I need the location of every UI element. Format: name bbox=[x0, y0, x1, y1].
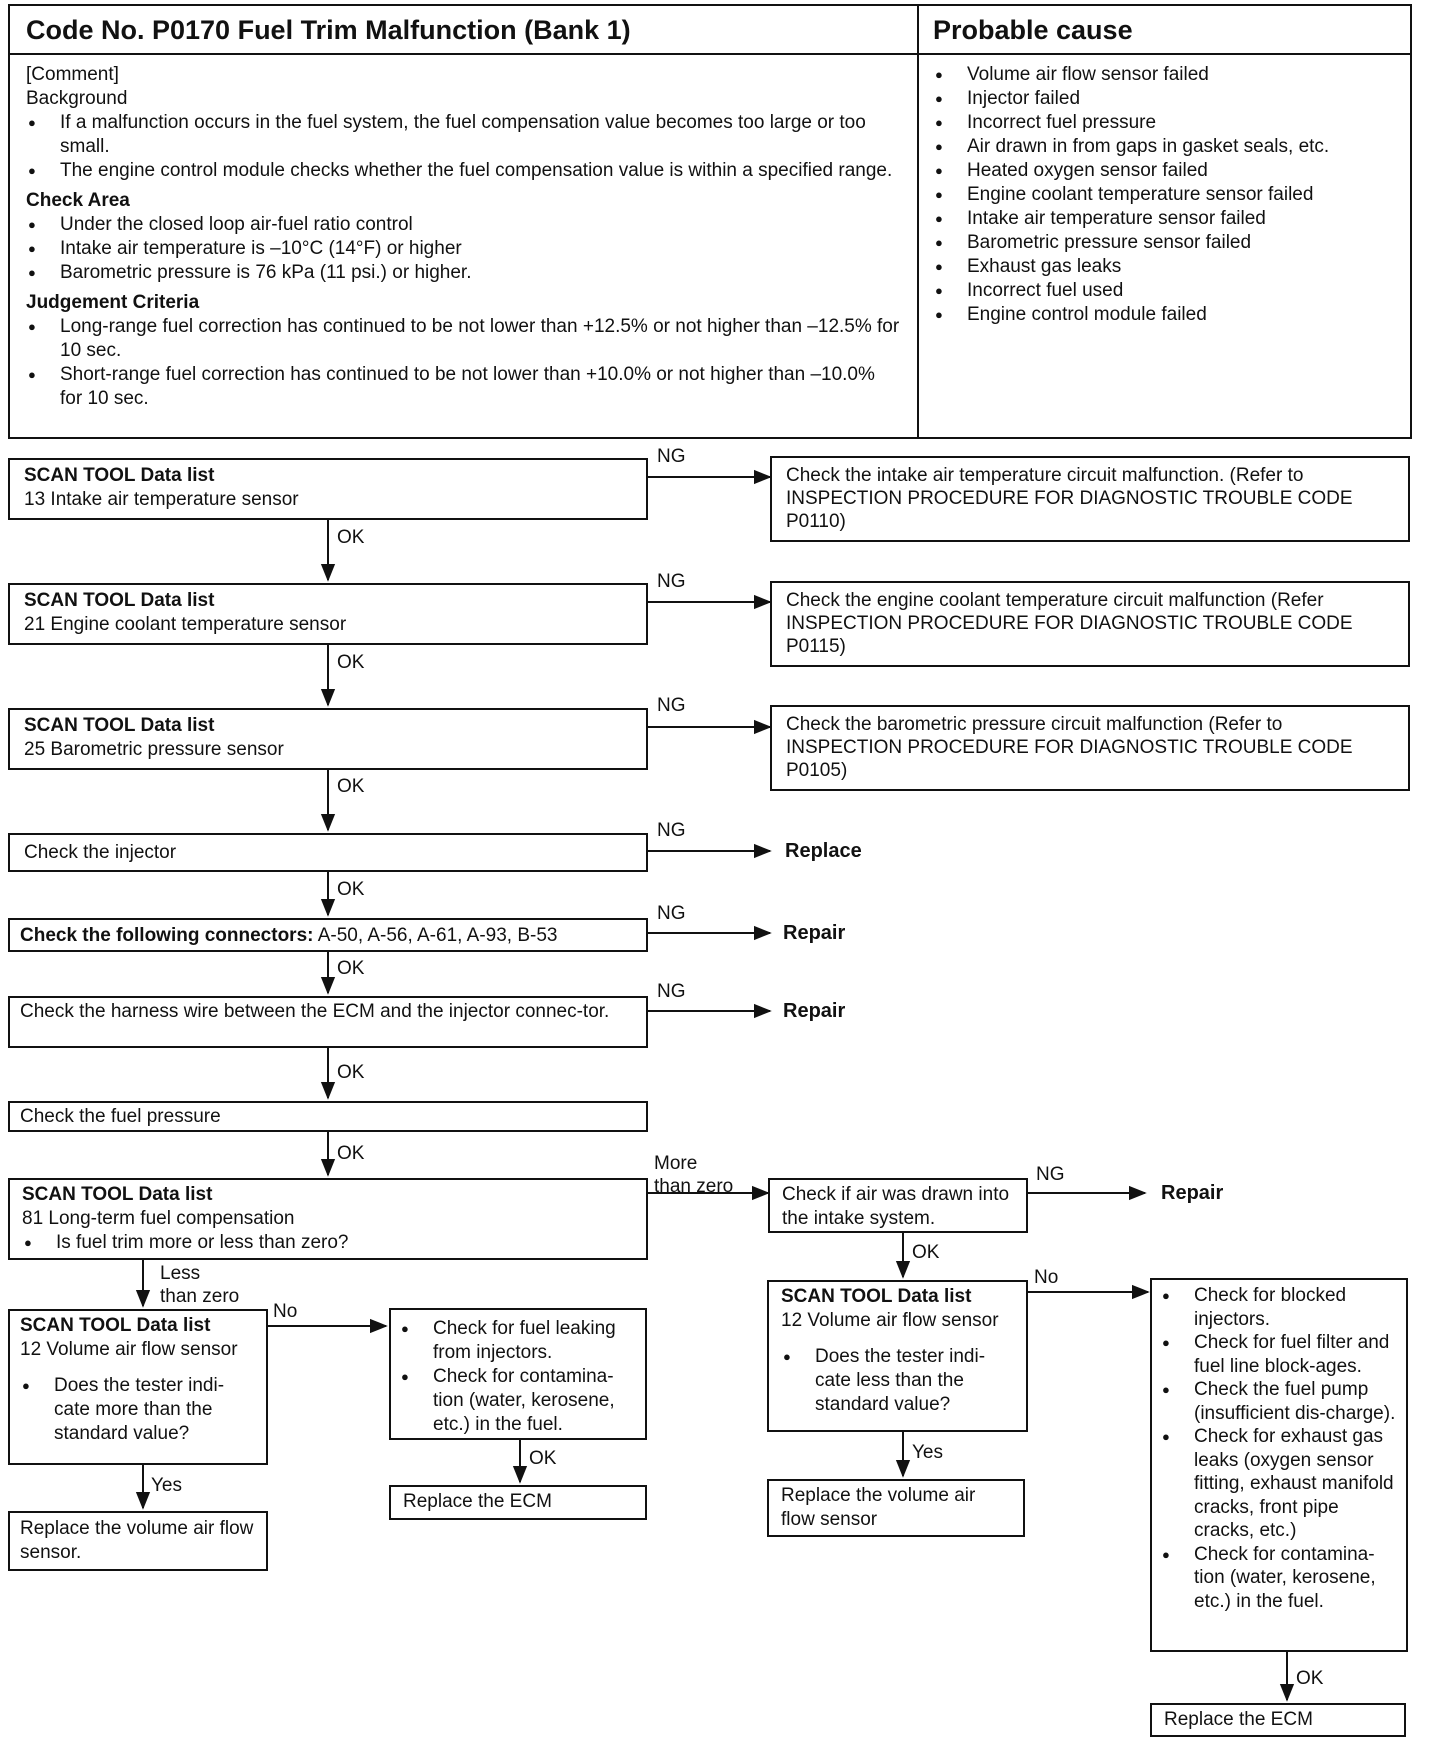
step-check-connectors bbox=[8, 918, 648, 952]
ng-label: NG bbox=[657, 820, 686, 841]
right-no-checks bbox=[1150, 1278, 1408, 1652]
step-title: SCAN TOOL Data list bbox=[781, 1286, 972, 1307]
step-title: SCAN TOOL Data list bbox=[20, 1315, 211, 1336]
step-question: ● Does the tester indi-cate more than the standard value? bbox=[20, 1374, 256, 1446]
ng-label: NG bbox=[657, 981, 686, 1002]
list-item: ● Engine control module failed bbox=[933, 303, 1403, 327]
list-item: ● Check for contamina-tion (water, kerosene, etc.) in the fuel. bbox=[399, 1365, 637, 1437]
left-no-checks bbox=[389, 1308, 647, 1440]
less-label: than zero bbox=[160, 1286, 240, 1307]
scan-step-intake-air bbox=[8, 458, 648, 520]
scan-step-vaf-right bbox=[767, 1280, 1028, 1432]
list-item: ● Exhaust gas leaks bbox=[933, 255, 1403, 279]
ok-label: OK bbox=[337, 879, 365, 900]
ok-label: OK bbox=[337, 1143, 365, 1164]
ok-label: OK bbox=[337, 776, 365, 797]
list-item: ● Intake air temperature is –10°C (14°F) or higher bbox=[26, 237, 902, 261]
ok-label: OK bbox=[337, 958, 365, 979]
scan-step-barometric bbox=[8, 708, 648, 770]
step-title: SCAN TOOL Data list bbox=[22, 1184, 213, 1205]
result-repair-air: Repair bbox=[1161, 1182, 1224, 1204]
scan-step-coolant bbox=[8, 583, 648, 645]
step-check-air-drawn: Check if air was drawn into the intake system. bbox=[768, 1178, 1028, 1233]
list-item: ● Incorrect fuel pressure bbox=[933, 111, 1403, 135]
comment-label: [Comment] bbox=[26, 64, 119, 85]
ok-label: OK bbox=[912, 1242, 940, 1263]
result-repair-connectors: Repair bbox=[783, 922, 846, 944]
ng-result-coolant: Check the engine coolant temperature circuit malfunction (Refer INSPECTION PROCEDURE FOR DIAGNOSTIC TROUBLE CODE P0115) bbox=[770, 581, 1410, 667]
scan-step-fuel-compensation bbox=[8, 1178, 648, 1260]
ng-result-barometric: Check the barometric pressure circuit malfunction (Refer to INSPECTION PROCEDURE FOR DIAGNOSTIC TROUBLE CODE P0105) bbox=[770, 705, 1410, 791]
step-check-injector: Check the injector bbox=[8, 833, 648, 872]
step-question: ● Is fuel trim more or less than zero? bbox=[22, 1231, 634, 1255]
step-check-harness: Check the harness wire between the ECM and the injector connec-tor. bbox=[8, 996, 648, 1048]
list-item: ● Check for exhaust gas leaks (oxygen sensor fitting, exhaust manifold cracks, front pipe cracks, etc.) bbox=[1160, 1425, 1398, 1543]
step-question: ● Does the tester indi-cate less than the standard value? bbox=[781, 1345, 1014, 1417]
list-item: ● Volume air flow sensor failed bbox=[933, 63, 1403, 87]
yes-label: Yes bbox=[151, 1475, 182, 1496]
list-item: ● Heated oxygen sensor failed bbox=[933, 159, 1403, 183]
page-title: Code No. P0170 Fuel Trim Malfunction (Bank 1) bbox=[26, 15, 631, 45]
list-item: ● Injector failed bbox=[933, 87, 1403, 111]
ok-label: OK bbox=[1296, 1668, 1324, 1689]
step-item: 81 Long-term fuel compensation bbox=[22, 1208, 295, 1229]
result-replace: Replace bbox=[785, 840, 862, 862]
ng-result-intake-air: Check the intake air temperature circuit malfunction. (Refer to INSPECTION PROCEDURE FOR DIAGNOSTIC TROUBLE CODE P0110) bbox=[770, 456, 1410, 542]
replace-ecm-left: Replace the ECM bbox=[389, 1485, 647, 1520]
list-item: ● Under the closed loop air-fuel ratio control bbox=[26, 213, 902, 237]
step-check-fuel-pressure: Check the fuel pressure bbox=[8, 1101, 648, 1132]
ng-label: NG bbox=[1036, 1164, 1065, 1185]
scan-step-vaf-left bbox=[8, 1309, 268, 1465]
list-item: ● Intake air temperature sensor failed bbox=[933, 207, 1403, 231]
ng-label: NG bbox=[657, 571, 686, 592]
step-title: SCAN TOOL Data list bbox=[24, 715, 215, 736]
step-item: 12 Volume air flow sensor bbox=[20, 1339, 238, 1360]
replace-ecm-right: Replace the ECM bbox=[1150, 1703, 1406, 1737]
connectors-label: Check the following connectors: bbox=[20, 925, 314, 946]
less-label: Less bbox=[160, 1263, 201, 1284]
step-item: 12 Volume air flow sensor bbox=[781, 1310, 999, 1331]
ng-label: NG bbox=[657, 695, 686, 716]
list-item: ● If a malfunction occurs in the fuel system, the fuel compensation value becomes too large or too small. bbox=[26, 111, 902, 159]
step-item: 13 Intake air temperature sensor bbox=[24, 489, 299, 510]
list-item: ● Air drawn in from gaps in gasket seals, etc. bbox=[933, 135, 1403, 159]
list-item: ● Engine coolant temperature sensor failed bbox=[933, 183, 1403, 207]
list-item: ● Long-range fuel correction has continued to be not lower than +12.5% or not higher than –12.5% for 10 sec. bbox=[26, 315, 902, 363]
step-title: SCAN TOOL Data list bbox=[24, 465, 215, 486]
step-item: 21 Engine coolant temperature sensor bbox=[24, 614, 347, 635]
background-heading: Background bbox=[26, 88, 128, 109]
ng-label: NG bbox=[657, 903, 686, 924]
step-item: 25 Barometric pressure sensor bbox=[24, 739, 284, 760]
step-title: SCAN TOOL Data list bbox=[24, 590, 215, 611]
replace-vaf-right: Replace the volume air flow sensor bbox=[767, 1479, 1025, 1537]
list-item: ● Check for blocked injectors. bbox=[1160, 1284, 1398, 1331]
result-repair-harness: Repair bbox=[783, 1000, 846, 1022]
list-item: ● Check for fuel leaking from injectors. bbox=[399, 1317, 637, 1365]
check-list bbox=[399, 1317, 637, 1437]
check-list bbox=[1160, 1284, 1398, 1613]
probable-cause-title: Probable cause bbox=[933, 15, 1133, 45]
replace-vaf-left: Replace the volume air flow sensor. bbox=[8, 1511, 268, 1571]
list-item: ● Check for contamina-tion (water, kerosene, etc.) in the fuel. bbox=[1160, 1543, 1398, 1614]
list-item: ● Short-range fuel correction has continued to be not lower than +10.0% or not higher than –10.0% for 10 sec. bbox=[26, 363, 902, 411]
list-item: ● Barometric pressure is 76 kPa (11 psi.) or higher. bbox=[26, 261, 902, 285]
no-label: No bbox=[1034, 1267, 1059, 1288]
judgement-heading: Judgement Criteria bbox=[26, 292, 200, 313]
ok-label: OK bbox=[529, 1448, 557, 1469]
list-item: ● The engine control module checks whether the fuel compensation value is within a specified range. bbox=[26, 159, 902, 183]
no-label: No bbox=[273, 1301, 298, 1322]
ok-label: OK bbox=[337, 1062, 365, 1083]
list-item: ● Check the fuel pump (insufficient dis-charge). bbox=[1160, 1378, 1398, 1425]
list-item: ● Barometric pressure sensor failed bbox=[933, 231, 1403, 255]
yes-label: Yes bbox=[912, 1442, 943, 1463]
more-label: than zero bbox=[654, 1176, 734, 1197]
check-area-heading: Check Area bbox=[26, 190, 130, 211]
ng-label: NG bbox=[657, 446, 686, 467]
ok-label: OK bbox=[337, 652, 365, 673]
more-label: More bbox=[654, 1153, 698, 1174]
ok-label: OK bbox=[337, 527, 365, 548]
list-item: ● Incorrect fuel used bbox=[933, 279, 1403, 303]
list-item: ● Check for fuel filter and fuel line block-ages. bbox=[1160, 1331, 1398, 1378]
connectors-list: A-50, A-56, A-61, A-93, B-53 bbox=[313, 925, 558, 946]
